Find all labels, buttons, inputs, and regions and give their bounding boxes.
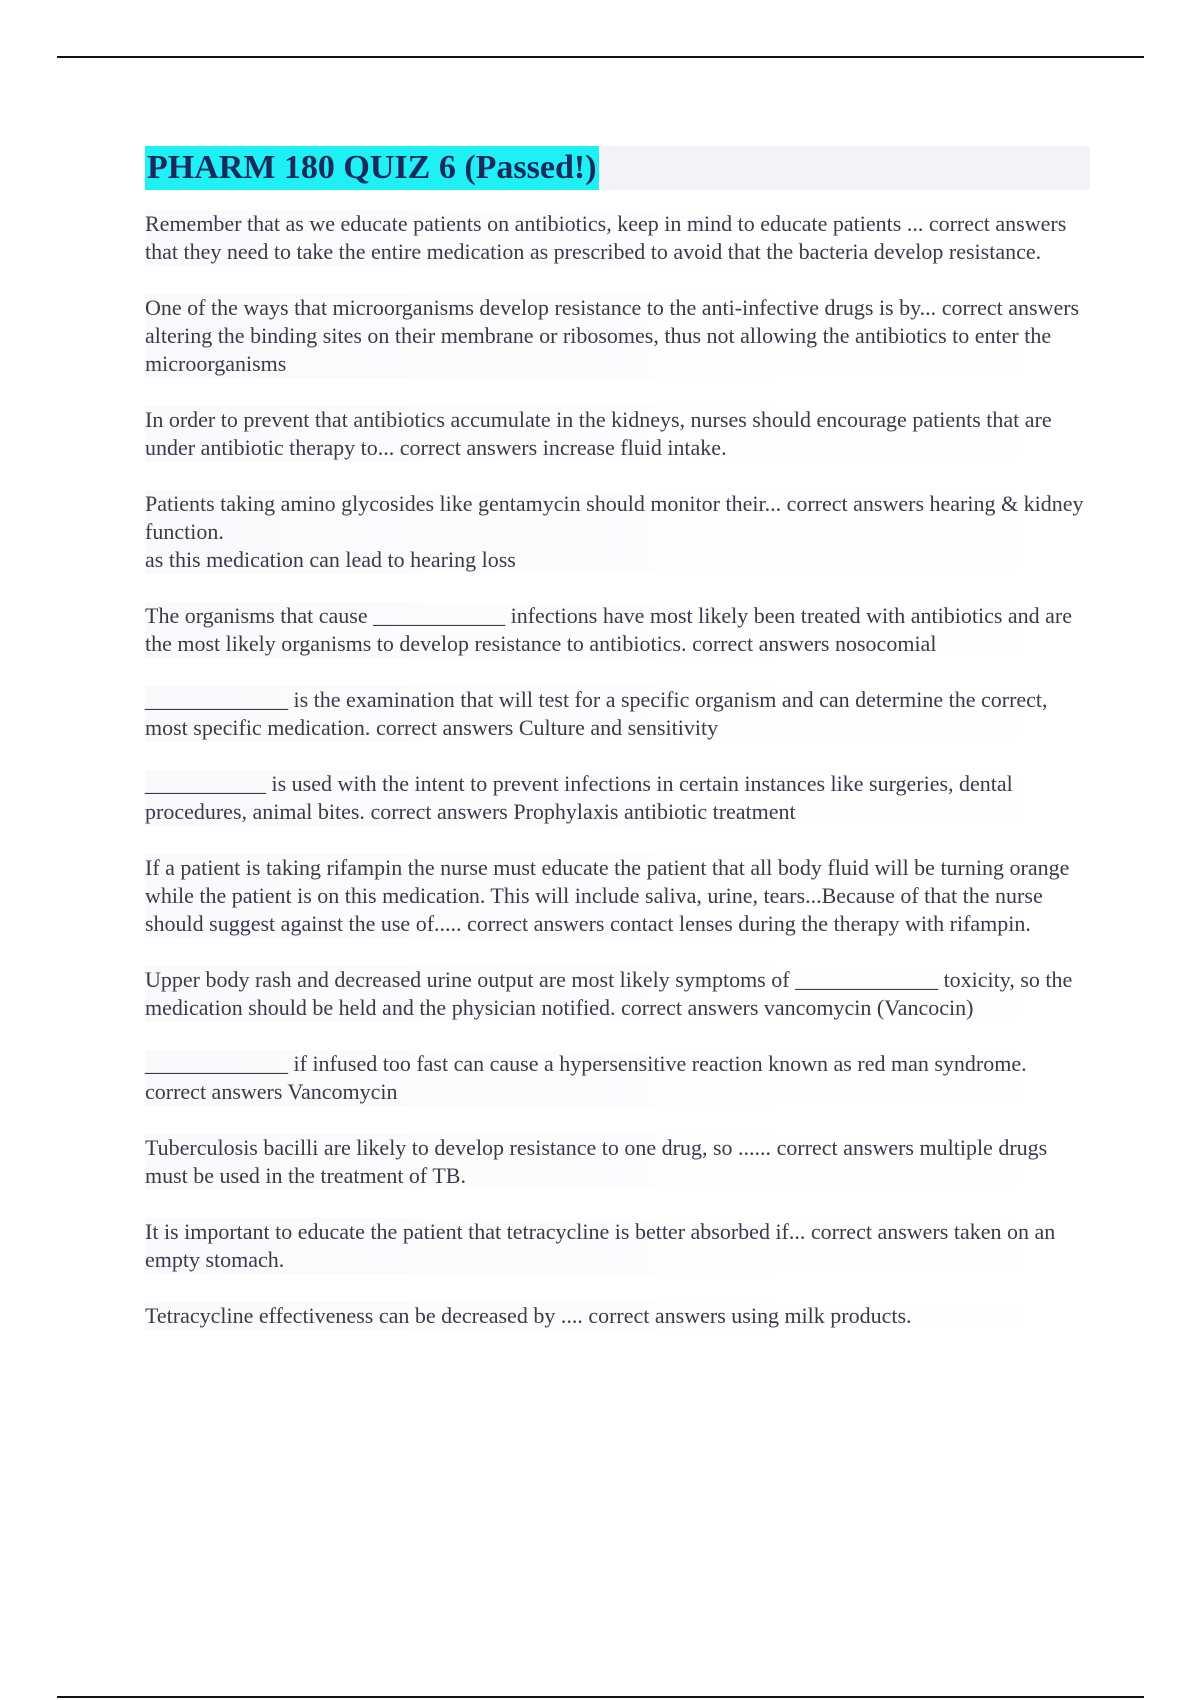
question-text: It is important to educate the patient that tetracycline is better absorbed if... xyxy=(145,1219,806,1244)
answer-marker: correct answers xyxy=(145,1079,283,1104)
qa-item xyxy=(145,686,1090,742)
answer-text: that they need to take the entire medication as prescribed to avoid that the bacteria develop resistance. xyxy=(145,239,1042,264)
document-title: PHARM 180 QUIZ 6 (Passed!) xyxy=(145,146,599,190)
answer-text: Culture and sensitivity xyxy=(518,715,719,740)
answer-note: as this medication can lead to hearing loss xyxy=(145,547,516,572)
question-text: _____________ if infused too fast can cause a hypersensitive reaction known as red man syndrome. xyxy=(145,1051,1027,1076)
top-rule xyxy=(57,56,1144,58)
answer-marker: correct answers xyxy=(467,911,605,936)
answer-marker: correct answers xyxy=(810,1219,949,1244)
qa-item xyxy=(145,1302,1090,1330)
qa-item xyxy=(145,1218,1090,1274)
title-bar xyxy=(145,146,1090,190)
answer-marker: correct answers xyxy=(399,435,538,460)
qa-item xyxy=(145,854,1090,938)
qa-item xyxy=(145,210,1090,266)
answer-text: altering the binding sites on their membrane or ribosomes, thus not allowing the antibiotics to enter the microorganisms xyxy=(145,323,1052,376)
answer-text: increase fluid intake. xyxy=(542,435,727,460)
answer-text: vancomycin (Vancocin) xyxy=(763,995,974,1020)
question-text: _____________ is the examination that will test for a specific organism and can determine the correct, most specific medication. xyxy=(145,687,1048,740)
qa-item xyxy=(145,1050,1090,1106)
answer-text: using milk products. xyxy=(731,1303,912,1328)
answer-marker: correct answers xyxy=(776,1135,914,1160)
question-text: One of the ways that microorganisms develop resistance to the anti-infective drugs is by... xyxy=(145,295,937,320)
qa-item xyxy=(145,406,1090,462)
answer-text: contact lenses during the therapy with rifampin. xyxy=(609,911,1031,936)
answer-text: hearing & kidney function. xyxy=(145,491,1084,544)
bottom-rule xyxy=(57,1696,1144,1698)
answer-marker: correct answers xyxy=(620,995,759,1020)
answer-marker: correct answers xyxy=(786,491,925,516)
question-text: Tuberculosis bacilli are likely to develop resistance to one drug, so ...... xyxy=(145,1135,772,1160)
answer-text: Vancomycin xyxy=(287,1079,398,1104)
question-text: Upper body rash and decreased urine output are most likely symptoms of _____________ toxicity, so the medication should be held and the physician notified. xyxy=(145,967,1073,1020)
answer-marker: correct answers xyxy=(692,631,830,656)
answer-marker: correct answers xyxy=(370,799,508,824)
qa-item xyxy=(145,490,1090,574)
question-text: ___________ is used with the intent to prevent infections in certain instances like surgeries, dental procedures, animal bites. xyxy=(145,771,1013,824)
answer-marker: correct answers xyxy=(941,295,1080,320)
qa-item xyxy=(145,294,1090,378)
question-text: In order to prevent that antibiotics accumulate in the kidneys, nurses should encourage patients that are under antibiotic therapy to... xyxy=(145,407,1052,460)
question-text: Tetracycline effectiveness can be decreased by .... xyxy=(145,1303,583,1328)
question-text: Patients taking amino glycosides like gentamycin should monitor their... xyxy=(145,491,782,516)
qa-item xyxy=(145,602,1090,658)
answer-marker: correct answers xyxy=(928,211,1067,236)
answer-marker: correct answers xyxy=(375,715,514,740)
qa-item xyxy=(145,770,1090,826)
answer-marker: correct answers xyxy=(588,1303,726,1328)
question-text: The organisms that cause ____________ infections have most likely been treated with antibiotics and are the most likely organisms to develop resistance to antibiotics. xyxy=(145,603,1073,656)
qa-item xyxy=(145,1134,1090,1190)
answer-text: nosocomial xyxy=(835,631,937,656)
answer-text: Prophylaxis antibiotic treatment xyxy=(513,799,796,824)
question-text: Remember that as we educate patients on antibiotics, keep in mind to educate patients ... xyxy=(145,211,924,236)
answer-text: taken on an empty stomach. xyxy=(145,1219,1056,1272)
question-text: If a patient is taking rifampin the nurse must educate the patient that all body fluid will be turning orange while the patient is on this medication. This will include saliva, urine, tears...Because of that the nurse should suggest against the use of..... xyxy=(145,855,1070,936)
answer-text: multiple drugs must be used in the treatment of TB. xyxy=(145,1135,1048,1188)
document-body xyxy=(145,146,1090,1358)
qa-item xyxy=(145,966,1090,1022)
qa-list xyxy=(145,210,1090,1330)
